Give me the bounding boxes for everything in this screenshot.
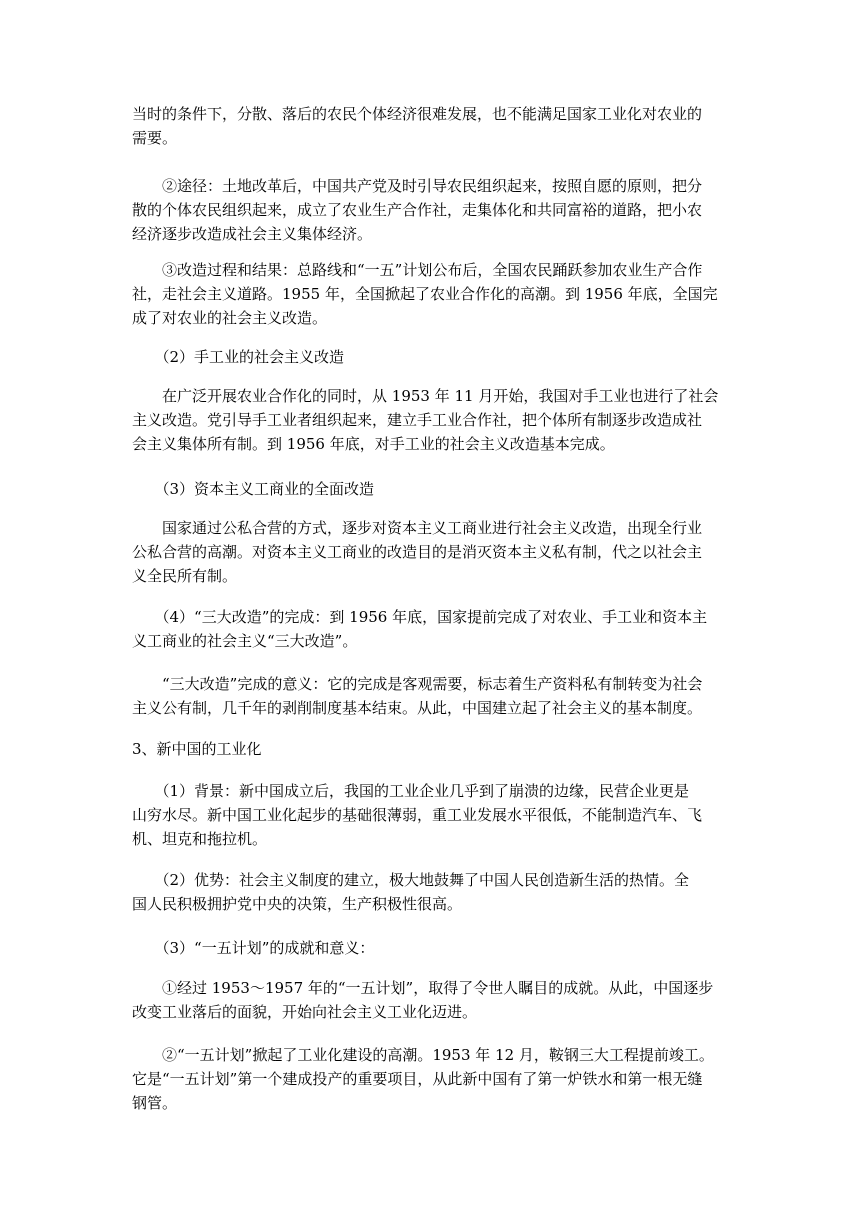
text-line: （2）优势：社会主义制度的建立，极大地鼓舞了中国人民创造新生活的热情。全 [132,871,690,889]
paragraph-agriculture-process [132,258,730,330]
text-line: 经济逐步改造成社会主义集体经济。 [132,225,373,243]
text-line: ③改造过程和结果：总路线和“一五”计划公布后，全国农民踊跃参加农业生产合作 [132,261,703,279]
subheading-capitalist-industry [132,477,730,501]
text-line: “三大改造”完成的意义：它的完成是客观需要，标志着生产资料私有制转变为社会 [132,675,703,693]
text-line: 机、坦克和拖拉机。 [132,830,268,848]
text-line: 义全民所有制。 [132,567,238,585]
text-line: 钢管。 [132,1094,178,1112]
text-line: 国家通过公私合营的方式，逐步对资本主义工商业进行社会主义改造，出现全行业 [132,519,703,537]
subheading-handicraft [132,345,730,369]
text-line: ②途径：土地改革后，中国共产党及时引导农民组织起来，按照自愿的原则，把分 [132,177,703,195]
text-line: 社，走社会主义道路。1955 年，全国掀起了农业合作化的高潮。到 1956 年底，全国完 [132,285,718,303]
paragraph-handicraft [132,384,730,456]
text-line: 需要。 [132,129,178,147]
section-heading-industrialization [132,737,730,761]
text-line: 义工商业的社会主义“三大改造”。 [132,632,358,650]
text-line: （3）“一五计划”的成就和意义： [132,939,375,957]
text-line: 国人民积极拥护党中央的决策，生产积极性很高。 [132,895,463,913]
paragraph-industry-background [132,779,730,851]
text-line: 它是“一五计划”第一个建成投产的重要项目，从此新中国有了第一炉铁水和第一根无缝 [132,1070,703,1088]
text-line: 主义改造。党引导手工业者组织起来，建立手工业合作社，把个体所有制逐步改造成社 [132,411,703,429]
text-line: 公私合营的高潮。对资本主义工商业的改造目的是消灭资本主义私有制，代之以社会主 [132,543,703,561]
text-line: （3）资本主义工商业的全面改造 [132,480,375,498]
paragraph-three-transformations-meaning [132,672,730,720]
text-line: 散的个体农民组织起来，成立了农业生产合作社，走集体化和共同富裕的道路，把小农 [132,201,703,219]
paragraph-three-transformations [132,605,730,653]
text-line: （2）手工业的社会主义改造 [132,348,345,366]
text-line: ②“一五计划”掀起了工业化建设的高潮。1953 年 12 月，鞍钢三大工程提前竣工。 [132,1046,714,1064]
text-line: 3、新中国的工业化 [132,740,262,758]
paragraph-agriculture-approach [132,174,730,246]
text-line: ①经过 1953～1957 年的“一五计划”，取得了令世人瞩目的成就。从此，中国逐步 [132,979,714,997]
paragraph-industry-advantage [132,868,730,916]
text-line: （1）背景：新中国成立后，我国的工业企业几乎到了崩溃的边缘，民营企业更是 [132,782,690,800]
paragraph-capitalist-industry [132,516,730,588]
paragraph-anshan-steel [132,1043,730,1115]
text-line: 会主义集体所有制。到 1956 年底，对手工业的社会主义改造基本完成。 [132,435,615,453]
text-line: 当时的条件下，分散、落后的农民个体经济很难发展，也不能满足国家工业化对农业的 [132,105,703,123]
paragraph-five-year-plan-achievement [132,976,730,1024]
text-line: 成了对农业的社会主义改造。 [132,309,328,327]
text-line: 改变工业落后的面貌，开始向社会主义工业化迈进。 [132,1003,478,1021]
text-line: （4）“三大改造”的完成：到 1956 年底，国家提前完成了对农业、手工业和资本主 [132,608,708,626]
text-line: 主义公有制，几千年的剥削制度基本结束。从此，中国建立起了社会主义的基本制度。 [132,699,703,717]
paragraph-agriculture-reason-end [132,102,730,150]
text-line: 在广泛开展农业合作化的同时，从 1953 年 11 月开始，我国对手工业也进行了社会 [132,387,719,405]
subheading-five-year-plan [132,936,730,960]
text-line: 山穷水尽。新中国工业化起步的基础很薄弱，重工业发展水平很低，不能制造汽车、飞 [132,806,703,824]
